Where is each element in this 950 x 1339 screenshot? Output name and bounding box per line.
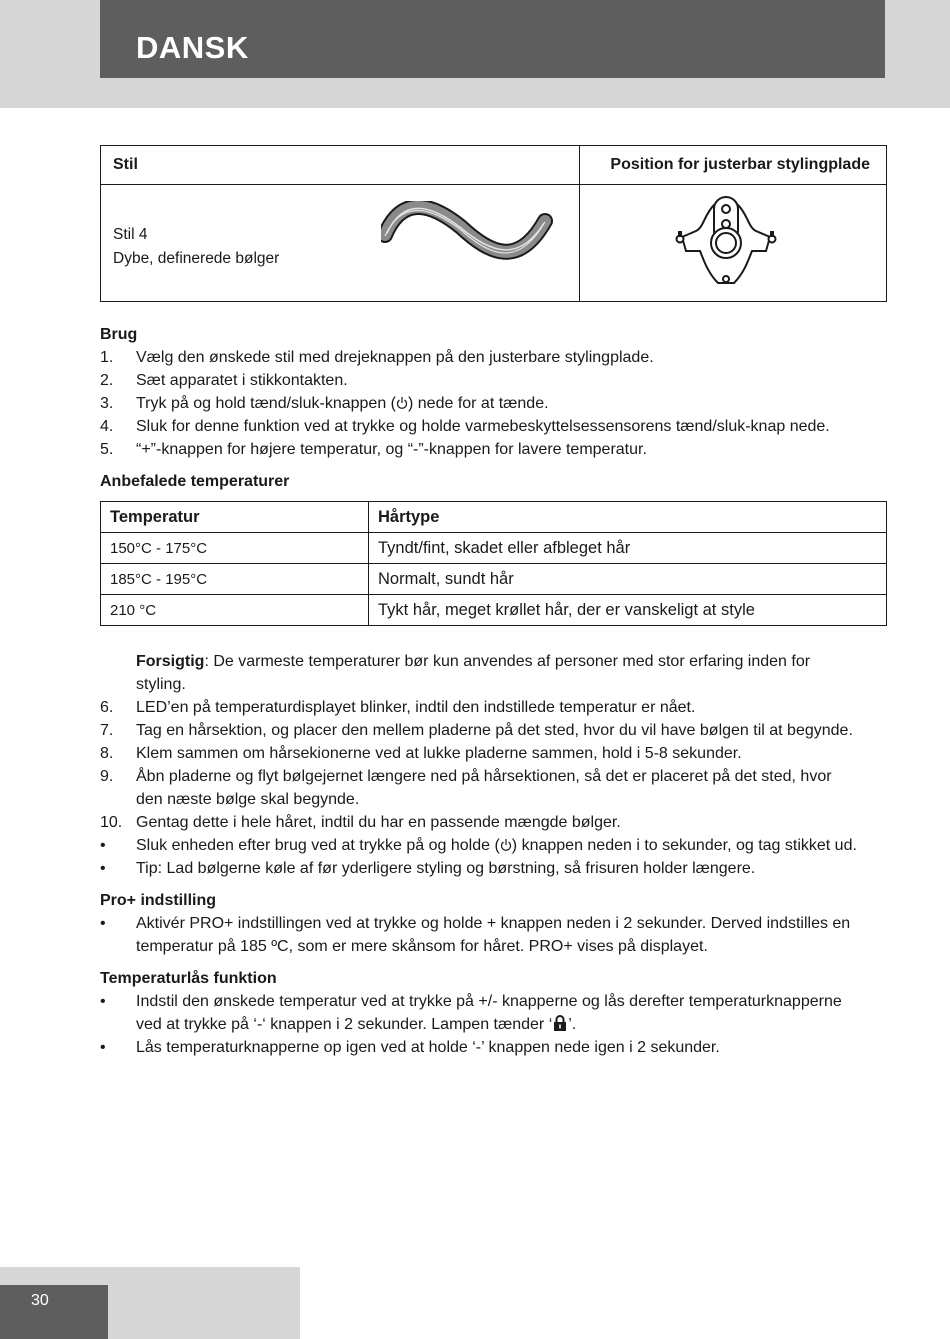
header-band	[0, 0, 950, 108]
list-item: 7. Tag en hårsektion, og placer den mellem pladerne på det sted, hvor du vil have bølgen til at begynde.	[100, 722, 853, 739]
hairtype-cell: Normalt, sundt hår	[369, 564, 887, 595]
page-title: DANSK	[136, 30, 249, 65]
lock-icon	[552, 1014, 568, 1032]
list-item: 6. LED’en på temperaturdisplayet blinker, indtil den indstillede temperatur er nået.	[100, 699, 696, 716]
list-item: 10. Gentag dette i hele håret, indtil du har en passende mængde bølger.	[100, 814, 621, 831]
style-cell	[101, 185, 580, 302]
list-item: 5. “+”-knappen for højere temperatur, og “-”-knappen for lavere temperatur.	[100, 441, 647, 458]
page-number: 30	[31, 1292, 49, 1309]
style-col-header: Stil	[101, 146, 580, 185]
header-title-box	[100, 0, 885, 78]
table-row	[101, 533, 887, 564]
usage-section	[100, 323, 900, 461]
hairtype-col-header: Hårtype	[369, 502, 887, 533]
style-detail: Dybe, definerede bølger	[113, 250, 280, 267]
steps-section	[100, 650, 900, 880]
table-header-row	[101, 502, 887, 533]
bullet-item: • Sluk enheden efter brug ved at trykke på og holde ( ) knappen neden i to sekunder, og tag stikket ud.	[100, 837, 857, 854]
usage-heading: Brug	[100, 326, 138, 343]
temperature-cell: 210 °C	[101, 595, 369, 626]
recommended-heading: Anbefalede temperaturer	[100, 473, 290, 490]
pro-section	[100, 889, 900, 958]
lock-heading: Temperaturlås funktion	[100, 970, 277, 987]
table-row	[101, 595, 887, 626]
style-name: Stil 4	[113, 226, 148, 243]
caution-label: Forsigtig	[136, 653, 205, 670]
list-item: 2. Sæt apparatet i stikkontakten.	[100, 372, 348, 389]
recommended-heading-block	[100, 470, 900, 493]
caution-text: : De varmeste temperaturer bør kun anvendes af personer med stor erfaring inden for	[204, 653, 811, 670]
style-description	[113, 223, 279, 271]
caution-note	[100, 650, 900, 696]
temperature-cell: 185°C - 195°C	[101, 564, 369, 595]
caution-text-cont: styling.	[136, 676, 186, 693]
pro-heading: Pro+ indstilling	[100, 892, 217, 909]
position-cell	[580, 185, 887, 302]
list-item: 3. Tryk på og hold tænd/sluk-knappen ( ) nede for at tænde.	[100, 395, 549, 412]
bullet-item: • Lås temperaturknapperne op igen ved at holde ‘-’ knappen nede igen i 2 sekunder.	[100, 1039, 720, 1056]
power-icon	[500, 838, 512, 852]
temperature-table	[100, 501, 887, 626]
temperature-col-header: Temperatur	[101, 502, 369, 533]
position-col-header: Position for justerbar stylingplade	[580, 146, 887, 185]
list-item: 8. Klem sammen om hårsekionerne ved at lukke pladerne sammen, hold i 5-8 sekunder.	[100, 745, 742, 762]
lock-section	[100, 967, 900, 1059]
list-item: 9. Åbn pladerne og flyt bølgejernet længere ned på hårsektionen, så det er placeret på det sted, hvor den næste bølge skal begynde.	[100, 768, 832, 808]
temperature-cell: 150°C - 175°C	[101, 533, 369, 564]
hairtype-cell: Tyndt/fint, skadet eller afbleget hår	[369, 533, 887, 564]
table-row	[101, 564, 887, 595]
styling-plate-diagram	[668, 191, 784, 293]
bullet-item: • Indstil den ønskede temperatur ved at trykke på +/- knapperne og lås derefter temperaturknapperne ved at trykke på ‘-‘ knappen i 2 sekunder. Lampen tænder ‘ ’.	[100, 993, 842, 1033]
wave-illustration	[381, 201, 553, 271]
footer-page-box	[0, 1285, 108, 1339]
power-icon	[396, 396, 408, 410]
bullet-item: • Tip: Lad bølgerne køle af før yderligere styling og børstning, så frisuren holder længere.	[100, 860, 756, 877]
hairtype-cell: Tykt hår, meget krøllet hår, der er vanskeligt at style	[369, 595, 887, 626]
list-item: 1. Vælg den ønskede stil med drejeknappen på den justerbare stylingplade.	[100, 349, 654, 366]
bullet-item: • Aktivér PRO+ indstillingen ved at trykke og holde + knappen neden i 2 sekunder. Derved indstilles en temperatur på 185 ºC, som er mere skånsom for håret. PRO+ vises på displayet.	[100, 915, 851, 955]
style-table	[100, 145, 887, 302]
list-item: 4. Sluk for denne funktion ved at trykke og holde varmebeskyttelsessensorens tænd/sluk-knap nede.	[100, 418, 830, 435]
